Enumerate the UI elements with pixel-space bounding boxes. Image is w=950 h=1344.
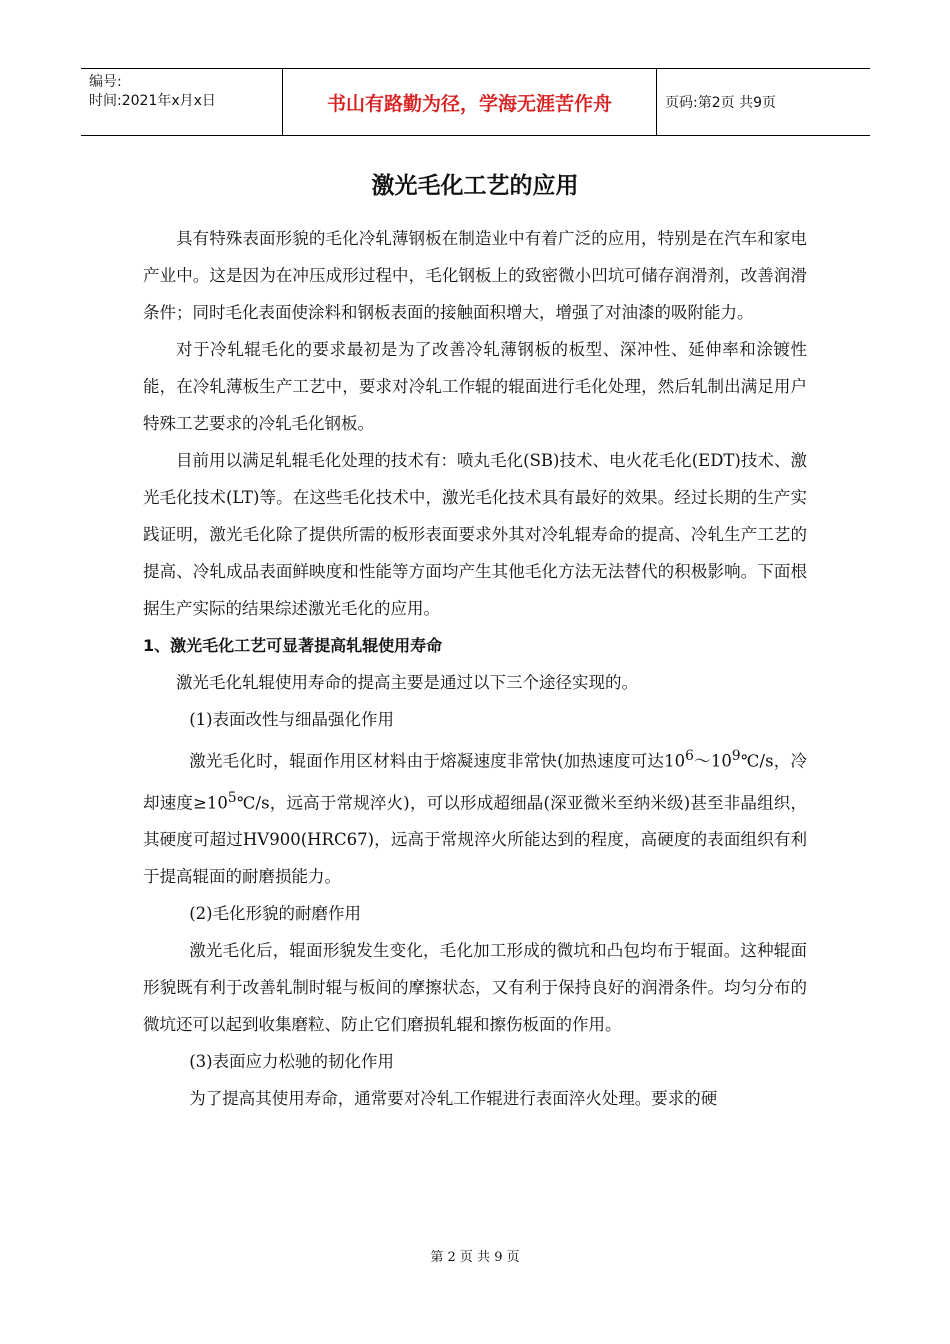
header-page-info: 页码:第2页 共9页 xyxy=(665,95,776,111)
document-body xyxy=(143,220,807,1117)
header-meta xyxy=(81,69,282,135)
paragraph-1: 具有特殊表面形貌的毛化冷轧薄钢板在制造业中有着广泛的应用，特别是在汽车和家电产业中。这是因为在冲压成形过程中，毛化钢板上的致密微小凹坑可储存润滑剂，改善润滑条件；同时毛化表面使涂料和钢板表面的接触面积增大，增强了对油漆的吸附能力。 xyxy=(143,229,807,322)
paragraph-2: 对于冷轧辊毛化的要求最初是为了改善冷轧薄钢板的板型、深冲性、延伸率和涂镀性能，在冷轧薄板生产工艺中，要求对冷轧工作辊的辊面进行毛化处理，然后轧制出满足用户特殊工艺要求的冷轧毛化钢板。 xyxy=(143,340,807,433)
document-time-label: 时间:2021年x月x日 xyxy=(89,93,216,109)
superscript: 9 xyxy=(731,748,741,764)
subsection-heading-2: (2)毛化形貌的耐磨作用 xyxy=(189,904,362,923)
page-header xyxy=(81,68,870,136)
document-number-label: 编号: xyxy=(89,74,122,90)
document-title: 激光毛化工艺的应用 xyxy=(371,173,579,199)
page-footer: 第 2 页 共 9 页 xyxy=(430,1250,520,1265)
text-run: 激光毛化时，辊面作用区材料由于熔凝速度非常快(加热速度可达10 xyxy=(189,751,686,771)
text-run: ℃/s，冷却速度≥10 xyxy=(143,751,808,812)
header-motto: 书山有路勤为径，学海无涯苦作舟 xyxy=(282,69,657,135)
subsection-heading-1: (1)表面改性与细晶强化作用 xyxy=(189,710,395,729)
subsection-1-text xyxy=(143,738,807,895)
text-run: ～10 xyxy=(693,751,732,771)
subsection-3-text: 为了提高其使用寿命，通常要对冷轧工作辊进行表面淬火处理。要求的硬 xyxy=(189,1089,718,1108)
paragraph-3: 目前用以满足轧辊毛化处理的技术有：喷丸毛化(SB)技术、电火花毛化(EDT)技术、激光毛化技术(LT)等。在这些毛化技术中，激光毛化技术具有最好的效果。经过长期的生产实践证明，激光毛化除了提供所需的板形表面要求外其对冷轧辊寿命的提高、冷轧生产工艺的提高、冷轧成品表面鲜映度和性能等方面均产生其他毛化方法无法替代的积极影响。下面根据生产实际的结果综述激光毛化的应用。 xyxy=(143,451,807,618)
superscript: 5 xyxy=(227,789,237,806)
section-heading-1: 1、激光毛化工艺可显著提高轧辊使用寿命 xyxy=(143,636,443,655)
superscript: 6 xyxy=(685,748,694,764)
subsection-2-text: 激光毛化后，辊面形貌发生变化，毛化加工形成的微坑和凸包均布于辊面。这种辊面形貌既有利于改善轧制时辊与板间的摩擦状态，又有利于保持良好的润滑条件。均匀分布的微坑还可以起到收集磨粒、防止它们磨损轧辊和擦伤板面的作用。 xyxy=(143,941,807,1034)
subsection-heading-3: (3)表面应力松驰的韧化作用 xyxy=(189,1052,395,1071)
section-intro: 激光毛化轧辊使用寿命的提高主要是通过以下三个途径实现的。 xyxy=(176,673,638,692)
text-run: ℃/s，远高于常规淬火)，可以形成超细晶(深亚微米至纳米级)甚至非晶组织，其硬度可超过HV900(HRC67)，远高于常规淬火所能达到的程度，高硬度的表面组织有利于提高辊面的耐磨损能力。 xyxy=(143,793,808,886)
